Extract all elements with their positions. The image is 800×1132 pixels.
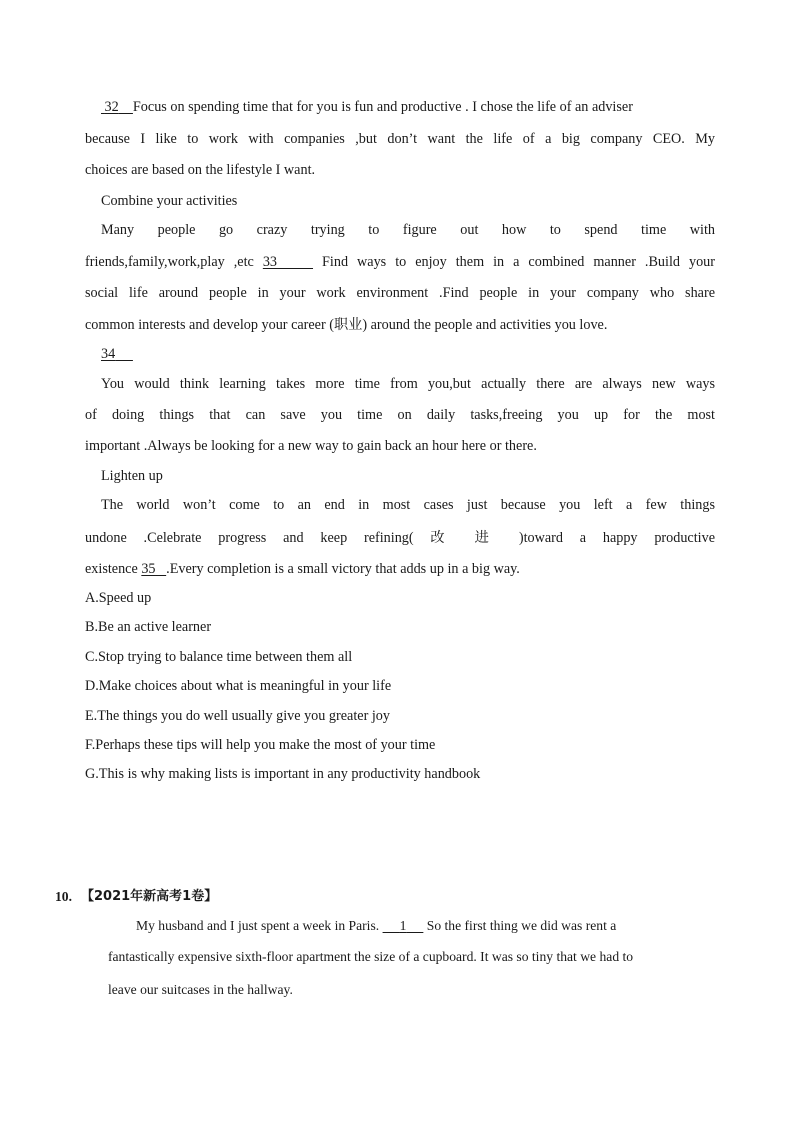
blank-34-line [101, 344, 133, 364]
heading-lighten: Lighten up [101, 468, 163, 484]
paragraph-32-line-3: choices are based on the lifestyle I want. [85, 162, 316, 178]
blank-q10-1[interactable]: 1 [399, 918, 407, 933]
question-10-line-2: fantastically expensive sixth-floor apartment the size of a cupboard. It was so tiny that we had to [108, 949, 634, 964]
heading-combine: Combine your activities [101, 193, 238, 209]
blank-35[interactable]: 35 [141, 561, 156, 577]
paragraph-33-line-1: Many people go crazy trying to figure out how to spend time with [101, 222, 715, 238]
question-10-source: 【2021年新高考1卷】 [81, 889, 218, 904]
option-a: A.Speed up [85, 590, 152, 606]
option-e: E.The things you do well usually give you greater joy [85, 708, 390, 724]
blank-34[interactable]: 34 [101, 346, 116, 362]
paragraph-34-line-3: important .Always be looking for a new way to gain back an hour here or there. [85, 438, 537, 454]
paragraph-34-line-2: of doing things that can save you time on daily tasks,freeing you up for the most [85, 407, 715, 423]
paragraph-33-line-3: social life around people in your work environment .Find people in your company who share [85, 285, 715, 301]
paragraph-32-line-2: because I like to work with companies ,but don’t want the life of a big company CEO. My [85, 131, 715, 147]
question-10-line-1: My husband and I just spent a week in Paris. 1 So the first thing we did was rent a [136, 918, 617, 933]
option-b: B.Be an active learner [85, 619, 212, 635]
paragraph-35-line-2: undone .Celebrate progress and keep refining( 改 进 )toward a happy productive [85, 530, 715, 546]
option-d: D.Make choices about what is meaningful in your life [85, 678, 392, 694]
option-c: C.Stop trying to balance time between them all [85, 649, 353, 665]
paragraph-35-line-1: The world won’t come to an end in most cases just because you left a few things [101, 497, 715, 513]
question-10-line-3: leave our suitcases in the hallway. [108, 982, 293, 997]
option-g: G.This is why making lists is important in any productivity handbook [85, 766, 481, 782]
paragraph-32-line-1: 32 Focus on spending time that for you is fun and productive . I chose the life of an adviser [101, 97, 633, 117]
paragraph-34-line-1: You would think learning takes more time from you,but actually there are always new ways [101, 376, 715, 392]
paragraph-33-line-4: common interests and develop your career (职业) around the people and activities you love. [85, 317, 608, 333]
paragraph-35-line-3: existence 35 .Every completion is a small victory that adds up in a big way. [85, 561, 520, 577]
blank-33[interactable]: 33 [262, 254, 278, 270]
question-10-number: 10. [55, 889, 72, 904]
option-f: F.Perhaps these tips will help you make the most of your time [85, 737, 436, 753]
paragraph-33-line-2: friends,family,work,play ,etc 33 Find ways to enjoy them in a combined manner .Build your [85, 254, 716, 270]
blank-32[interactable]: 32 [104, 99, 119, 115]
